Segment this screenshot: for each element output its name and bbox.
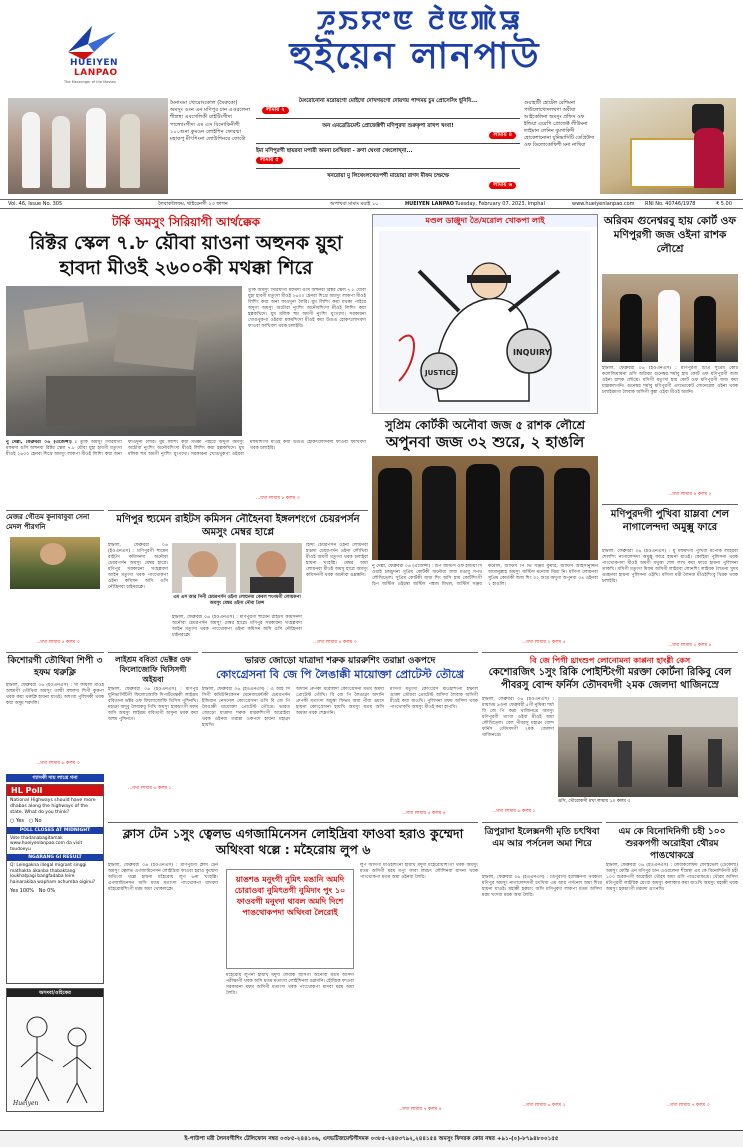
paper-name: HUEIYEN LANPAO <box>405 201 455 207</box>
teaser-strip <box>0 96 743 196</box>
tripura-body: ইম্ফাল, ফেব্রুবরী ০৬ (ইওএনএস) : ত্রিপুরাগী ইলেক্সনগী থবকতা মণিপুর অমসুং নাগালেন্দদগী চৎখিবা এম আর পর্সনেল অমা শিরে হায়না য়াওই। মহাক্কী হকচাং অসি মণিপুরদা লাকপা মতম অসিদা মরম খংদবা মরক অমা লৈরি। <box>482 875 602 898</box>
yatra-body-3: মসিগী মতুংদা কোংগ্রেস মীওইশিংনা ইম্ফাল ঙাক্তা তৌরবা প্রোটেস্ট অসিদা লৈবাক অসিগী মীওই কয়া য়াওখি। পুলিসনা মফম অসিদা থবক পাংথোকখি অমসুং মীওই কয়া হাপখি। <box>390 687 478 710</box>
title-bengali: হুইয়েন লানপাউ <box>289 35 541 77</box>
poll-result-q: Q: Leingakna illegal migrant singgi mathakta akanba thabaktang loukhatpagi bangfadaba leire hainarakiba wapham achumba oiginu? <box>10 863 96 886</box>
hunger-body: ইম্ফাল, ফেব্রুবরী ০৬ (ইওএনএস) : খা ফায়লা মীওই অহুমগী তৌথিবা অমসুং তাম্মী মহুলদা শিপী কুকপা থবক কয়া থরুক্লি হায়না য়াওই। অশংবা পুলিসকী থবক কয়া অদুম শরদলি। <box>6 683 104 706</box>
army-headline[interactable]: মেজর গৌতম কুনাবাবুবা সেনা মেদল পীরগনি <box>6 513 90 531</box>
side-cartoon-drawing <box>7 997 103 1109</box>
poll-result-yes: Yes 100% <box>10 887 34 894</box>
teaser-center <box>256 98 520 194</box>
cartoon-header: মণ্ডল ডাঞ্জুদা তৈ/মরোল খোকপা লাই <box>373 215 597 227</box>
exam-story[interactable] <box>108 822 478 1114</box>
website-link[interactable]: www.hueiyenlanpao.com <box>572 201 635 207</box>
hunger-story[interactable] <box>6 652 104 770</box>
supreme-court-story[interactable] <box>372 418 598 648</box>
pages-bn: অপাখবা মামাং ময়াই ১০ <box>330 201 379 207</box>
poll-yes-radio[interactable]: ○ <box>10 818 16 824</box>
exam-headline[interactable]: ক্লাস টেন ১সুং ত্বেলভ এগজামিনেসন লোইদ্রিবা ফাওবা হরাও কুম্মেদা অথিংবা থল্লে : মহৈরোয় লুপ ৬ <box>122 826 464 857</box>
teaser-2-page[interactable]: লামায় ৪ <box>489 132 516 139</box>
poll-result-no: No 0% <box>38 887 56 894</box>
footer-bar <box>0 1130 743 1147</box>
lead-kicker: টর্কি অমসুং সিরিয়াগী আর্থক্কেক <box>111 215 261 229</box>
teaser-1-page[interactable]: লামায় ২ <box>262 107 289 114</box>
info-bar <box>0 199 743 209</box>
judge-story[interactable] <box>602 214 738 500</box>
yatra-headline-1[interactable]: ভারত জোড়ো যাত্রাদা শরুক য়াররুশিং তরাম্না ওকপদে <box>244 656 436 666</box>
logo-bird-icon <box>64 22 120 62</box>
poll-closes: POLL CLOSES AT MIDNIGHT <box>7 827 103 834</box>
supreme-headline-2[interactable]: অপুনবা জজ ৩২ শুরে, ২ হাঙলি <box>385 433 585 451</box>
judge-photo <box>602 274 738 362</box>
hrc-headline[interactable]: মণিপুর হ্যুমেন রাইটস কমিসন নৌহৈনবা ইঙ্গলশংগে চেয়রপর্সন অমসুং মেম্বর হাপ্লে <box>116 514 360 538</box>
nagaland-continue[interactable]: ...মখা লামায় ২ কলম ৪ <box>668 643 712 648</box>
teaser-4-page[interactable]: লামায় ৬ <box>489 182 516 189</box>
tripura-continue[interactable]: ...মখা লামায় ৬ কলম ২ <box>522 1103 566 1108</box>
exam-continue[interactable]: ...মখা লামায় ৭ কলম ৪ <box>398 1107 442 1112</box>
thesis-story[interactable] <box>108 652 198 794</box>
army-continue[interactable]: ...মখা লামায় ৫ কলম ৩ <box>36 640 80 645</box>
lead-headline[interactable]: রিক্টর স্কেল ৭.৮ য়ৌবা য়াওনা অহুনক য়ুহা হাবদা মীওই ২৬০০কী মথক্কা শিরে <box>29 232 343 279</box>
brand-name: HUEIYEN <box>70 58 119 68</box>
yatra-continue[interactable]: ...মখা লামায় ৫ কলম ৪ <box>402 811 446 816</box>
tripura-headline[interactable]: ত্রিপুরাদা ইলেক্সনগী মৃতি চৎথিবা এম আর পর্সনেল অমা শিরে <box>484 827 600 849</box>
hl-poll-title: HL Poll <box>7 785 103 796</box>
judge-body: ইম্ফাল, ফেব্রুবরী ০৬ (ইওএনএস) : মণিপুরগী চিপ্রি সুপ্রিম কোর্ট কলেজিয়ামনা ঙসি অরিবম গুনেশ্বর শর্মাবু হায় কোর্ট ওফ মণিপুরগী জজ ওইনা রাশক লৌশ্রে। মসিগী মতুংদা হায় কোর্ট ওফ মণিপুরগী জজ কয়া য়াম্লকলগনি। গুনেশ্বর শর্মাবু মণিপুরগী এদভোকেট জেনেরেল ওইনা থবক চলাইরমগা লৈবাক অসিগী কুন্না ওইবা মীওই অমনি। <box>602 366 738 395</box>
army-photo <box>10 537 100 589</box>
svg-text:Hueiyen: Hueiyen <box>13 1100 39 1107</box>
exam-body-3: লুপ অসিগী মীওইশিংনা হায়খি মদুদা মহৈরোয়শিংগী থবক অমসুং মতম অসিগী মরম মপুং ফাবা লমচৎ লৌশিনবা য়াদনা থবক পাংথোকপা মতম অমা ওইনবা লৈরি। <box>360 863 478 880</box>
judge-headline[interactable]: অরিবম গুনেশ্বরবু হায় কোর্ট ওফ মণিপুরগী জজ ওইনা রাশক লৌশ্রে <box>603 215 737 255</box>
yatra-headline-2[interactable]: কোংগ্রেসনা বি জে পি লৈঙাক্কী মায়োক্তা প্রোটেস্ট তৌখ্রে <box>216 668 464 681</box>
teaser-1[interactable]: মৈংরোনোনা মরোয়গো মোইদো দোখগয়গো দোয়গয় পান্দময় চুম প্রোসেসিং হূনিবি... লামায় ২ <box>256 98 520 114</box>
side-cartoon-title: অসংবা/ওহিকের <box>7 989 103 997</box>
binodini-continue[interactable]: ...মখা লামায় ৭ কলম ৩ <box>666 1103 710 1108</box>
supreme-body: নু দেল্লী, ফেব্রুবরী ০৬ (এজেন্সী) : চিপ জস্টিস ওফ ইন্ডিয়া দি ওয়াই চন্দ্রচুদনা সুপ্রিম কোর্টকী অনৌবা জজ মঙাবু সপথ লৌখিত্লে। সুপ্রিম কোর্টকী জজ শিং অসি হায় কোর্টশিংগী চিপ জস্টিস ওইরম্বা জস্টিস পঙ্কজ মিথল, জস্টিস সঞ্জয় করোল, জস্টিস পি ভি সঞ্জয় কুমার, জস্টিস আহসানুদ্দিন আমানুল্লাহ অমসুং জস্টিস মনোজ মিশ্রা নি। মসিগা লোয়নবা সুপ্রিম কোর্তকী জজ শিং ৩২ শুরে অদুগা অপুনবা ৩৪ ওইনবা ২ হাঙলি। <box>372 564 598 587</box>
bail-caption: ঙসি, থৌরোকসী মখা লামায় ১০ কলম ৩ <box>558 799 631 804</box>
side-cartoon <box>6 988 104 1112</box>
yatra-body-1: ইম্ফাল, ফেব্রুবরী ০৬ (ইওএনএস) : এ আই সি সিগী কমিউনিকেসন মেনেজমেন্টকী চেয়রপর্সন ইন্ডিয়ান নেসনেল কোংগ্রেসনা ঙসি বি জে পি লৈঙাক্কী মায়োক্তা প্রোটেস্ট তৌখ্রে। ভারত জোড়ো যাত্রাদা শরুক য়াররুশিংগী অরোইবা থবক ওইনবা তরাম্না ওকপদে হায়না মহাক্না হায়খি। <box>202 687 290 728</box>
thesis-headline[interactable]: লাইশ্রম ববিতা ভেক্টর ওফ ফিলোজোফি থিসিসগী অইয়বা <box>115 655 191 684</box>
earthquake-photo <box>6 286 242 436</box>
teaser-3-page[interactable]: লামায় ৫ <box>256 157 283 164</box>
tripura-story[interactable] <box>482 822 602 1114</box>
teaser-2[interactable]: অন এমব্রেডিমেন্ট প্রোজেক্টগী মণিপুরদা শুরুকৃপা রাখপ খংবা! লামায় ৪ <box>256 123 520 139</box>
lead-continue[interactable]: ...মখা লামায় ৮ কলম ৩ <box>256 496 300 501</box>
binodini-body: ইম্ফাল, ফেব্রুবরী ০৬ (ইওএনএস) : লৈবাকলৈফম ফেস্তিভেল (টেকেলা) অমসুং ফেস্তি এন মণিপুর চান এওরলেনা শীস্ত্রস্থা এম কে বিনোদিনিগী চহী ১০০ শুরকপগী অরোইবা থৌরম অমা ঙসি পাঙথোকখ্রে। থৌরম অসিদা মণিপুরগী লাইরিক য়েংবা অমসুং কলাকার কয়া য়াওখি অমসুং মহাক্কী থবক অমসুং হকচাংগী মরমদা ঙাংনখি। <box>606 863 738 892</box>
congress-story[interactable] <box>202 652 478 818</box>
exam-body-1: ইম্ফাল, ফেব্রুবরী ০৬ (ইওএনএস) : মণিপুরগী ক্লাস টেন অমসুং ত্বেলভ এগজামিনেসন লোইদ্রিবা ফাওবা হরাও কুম্মেদা অথিংবা থল্লে হায়না মহৈরোয় লুপ ৬না খংহল্লি। এগজামিনেসন অসি মতম মতাংদা পাংথোকপা য়াদবদা মহৈরোয়শিংগী মরম অমা থোকলক্লে। <box>108 863 218 892</box>
judge-continue[interactable]: ...মখা লামায় ৪ কলম ২ <box>668 492 712 497</box>
poll-question: National Highways should have more dhabas along the highways of the state. What do you think? <box>10 798 96 815</box>
nagaland-story[interactable] <box>602 504 738 652</box>
yatra-body-2: অদানি গ্রুপকী মরোলদা কোংগ্রেসনা মতম অমদা প্রোটেস্ট তৌখি। বি জে পি লৈঙাক্না অদানি গ্রুপকী মতাংদা অচুম্বা ফিভম অমা পীবা ঙমদে হায়না কোংগ্রেসনা হায়খি অমসুং মতম অসি অমত্তা থবক শেম্লগনি। <box>296 687 384 716</box>
bail-story[interactable] <box>482 652 738 818</box>
bail-body: ইম্ফাল, ফেব্রুবরী ০৬ (ইওএনএস) : মায়াথম ৯ওনা ফেব্রুবরী ৫গী নুমিত্তা শর্মা বি জে পি কপ্পা থাজিনখ্রে অমসুং মণিপুরগী থাংবা ওইবা মীওই অমা লৌখিত্লে। বেল পীবরসু মহাক্না বোন্দ ফর্নিস তৌদবদগী ২মক জেলদা থাজিনখ্রে। <box>482 697 554 738</box>
hrc-photo-1 <box>172 543 236 593</box>
teaser-photo-graduate <box>600 98 736 194</box>
nagaland-headline[interactable]: মণিপুরদগী পুখিবা য়াম্লবা শেল নাগালেন্দদা অমুক্সু ফারে <box>610 509 730 533</box>
teaser-right-text: গুয়াহাটী হোটেল রেশিমনা পাউলোখোদলথগা অবীষা আইকেলিনা অমসুং প্রফিস ওফ ইন্ডিয়া এরেপি প্রোজেক্ট লীউমনা লাইমান লেনিন বুমগাকিদী হোকেশানোনা যুনিভার্সিটি ডেপ্রিউদা ওফ ডিলোকোফিশী মনা নাখিবা <box>524 100 595 148</box>
thesis-body: ইম্ফাল, ফেব্রুবরী ০৬ (ইওএনএস) : মণিপুর য়ুনিভার্সিটিগী ফিলোজোফি দিপার্টমেন্তকী লাইশ্রম ববিতানা ডক্টর ওফ ফিলোজোফি থিসিস পুশিনখি। মহাক্না অদুবু লৈবাকবু পিখি অমসুং হাকচাংগী মফম অসি অমসুং লাইশ্রম ববিতাগী অসুনা থবক কয়া অহুম পুশিনগে। <box>108 687 198 722</box>
army-story[interactable] <box>6 510 104 648</box>
hrc-col1b: ইম্ফাল, ফেব্রুবরী ০৬ (ইওএনএস) : মণিপুরগী হ্যুমেন রাইটস কমিসনদা অনৌবা চেয়রপর্সন অমসুং মেম্বর হাপ্লে। মণিপুর সরকারনা খংহল্লবদা আইন মতুংদা থবক পাংথোকপা ওইনা কমিসন অসি ঙসি নৌহৈনবা চাইনরক্লে। <box>172 615 302 638</box>
teaser-4[interactable]: খনরোয়া মু লিথেংলখেতপগী মায়োয়া রাগদ মীফম চম্ফম্ফে লামায় ৬ <box>256 173 520 189</box>
footer-text: ই-পাউপা মরী লৈনবগীশিং টেলিফোন নম্বর ০৩৮৫-২৪৪১০৬, এদভটিজমেন্টগীদমক ০৩৮৫-২৪৪৩৭৯২,২৪৪১৫৪ অমসুং ফিদরক কোর নম্বর +৯১-(০)-৮৭৯৪৮০০১৫৫ <box>184 1136 559 1142</box>
exam-body-2: মহৈরোয় লুপনা হায়খি মদুদা লৈবাক অসিগী অনৌবা মতম অসিদা পরীক্ষাগী থবক অসি মতম মতাংদা লোইশিনবা ঙম্লগনি। হৌজিক ফাওবা সরকারনা মফম অসিগী মতাংদা থবক পাংথোকপা য়াদবা মরম অমা লৈরি। <box>226 973 354 996</box>
bail-continue[interactable]: ...মখা লামায় ৬ কলম ১ <box>492 809 536 814</box>
vol-issue: Vol. 46, Issue No. 305 <box>8 201 63 207</box>
cartoon-label-inquiry: INQUIRY <box>513 348 551 357</box>
judges-photo <box>372 456 598 560</box>
exam-quote: য়াঙশঙ মনুংগী নুমিৎ মঙানি অমদি চোরাওবা নুমিৎতগী নুমিদাং পুং ১০ ফাওবগী মনুংদা থাবল অমদি দিশে পাঙথোকপদা অথিংবা লৈরোই <box>226 869 354 969</box>
hrc-col2: হিন্দী চেয়রপর্সন ওইনা লোয়নবা হাপ্পদা চেয়রপর্সন ওইনা লৌখিবা মীওই অমগী মতুংদা থবক চলাইবা হায়না খংহল্লি। মেম্বর অমা লোয়নবা মীওই অমসু হাপ্লে অমসুং কমিসনগী থবক অনৌবা ঙম্লক্কনি। <box>306 543 368 578</box>
hrc-photo-2 <box>240 543 302 593</box>
gas-label: গ্যাসকী দায় লাখ্রে গনা <box>6 774 104 782</box>
hrc-col1: ইম্ফাল, ফেব্রুবরী ০৬ (ইওএনএস) : মণিপুরগী হ্যুমেন রাইটস কমিসনদা অনৌবা চেয়রপর্সন অমসুং মেম্বর হাপ্লে। মণিপুর সরকারনা খংহল্লবদা আইন মতুংদা থবক পাংথোকপা ওইনা কমিসন অসি ঙসি নৌহৈনবা চাইনরক্লে। <box>108 543 168 590</box>
poll-vote[interactable]: Vote thadanabagitamak www.hueiyenlanpao.com da visit toudoeyu <box>10 835 83 852</box>
cartoon-label-justice: JUSTICE <box>425 369 456 377</box>
lead-body-bottom: নু দেল্লী, ফেব্রুবরী ০৬ (এজেন্সী) : তুর্কি অমসুং সিরিয়াগী মফমদা ঙসি অহুনবা রিক্টর স্কেল ৭.৮ য়ৌবা য়ুহা হাবগী মতুংদা মীওই ২৬০০ হেনবা শিখ্রে অমসুং লাকপা মীওই লিশিং কয়া অনা ফাওদুনা লৈরি। য়ুম লিশিং কয়া মথক্কা পাইরে অদুগা অমসুং অচৌবা নুংশিং অনৌবশিংদা মীওই লিশিং কয়া হল্লকখিদে। য়ুম মলিক হুম অমগী নুংশিং য়ুংগদো। সরকারনা খোঙথুকপা ওইরবা মফমশিংদা মীওই কয়া উগুঙ হোকৎলোদবদা ফাওবা ফাখিবদা থবক চলাইরি। <box>6 440 366 457</box>
hl-poll: HL Poll National Highways should have more dhabas along the highways of the state. What do you think? ○ Yes ○ No POLL CLOSES AT MIDNIGHT Vote thadanabagitamak www.hueiyenlanpao.com da visit toudoeyu NGARANG GI RESULT Q: Leingakna illegal migrant singgi mathakta akanba thabaktang loukhatpagi bangfadaba leire hainarakiba wapham achumba oiginu? Yes 100% No 0% <box>6 784 104 984</box>
date-bn: লৈবাকলৈফম, থাইরেনগী ২৩ ফাগন <box>158 201 228 207</box>
teaser-3[interactable]: ইমা মণিপুরগী ছায়রবা মপারী অমনা চংখিরবা - ক্রণা ঘেংবা খেংলোখ্না... লামায় ৫ <box>256 148 413 163</box>
army-body <box>6 593 104 639</box>
brand-tagline: The Messenger of the Masses <box>64 80 116 84</box>
brand-name-2: LANPAO <box>74 68 118 78</box>
nagaland-body: ইম্ফাল, ফেব্রুবরী ০৬ (ইওএনএস) : য়ু মফমদগী পুখিবা মপোক লাইরবা শেলশিং নাগালেন্দদা অমুক্সু ফারে হায়না য়াওই। কোহিমা পুলিসনা থবক পাংথোকপদা মীওই অমগী মখুত্তা শেল লাখ কয়া ফারে হায়না পুলিসনা তাকখি। মসিগী মতুংদা মিফম অসিগী লাইরবা লোনশিং লাইবক লৈতনা খুদম ঙমহনবা হায়না পুলিসনা ওইখি। মসিগা মরী লৈনবা মীওইশিংবু থিরক থবক চলাইরি। <box>602 549 738 584</box>
hunger-continue[interactable]: ...মখা লামায় ৬ কলম ৩ <box>36 761 80 766</box>
thesis-continue[interactable]: ...মখা লামায় ৬ কলম ১ <box>128 786 172 791</box>
date-en: Tuesday, February 07, 2023, Imphal <box>455 201 545 207</box>
rni-no: RNI No. 40746/1978 <box>645 201 696 207</box>
bail-photo <box>558 697 738 797</box>
hunger-headline[interactable]: কিশোরগী তৌথিবা শিপী ৩ হফম থরুক্লি <box>7 656 103 678</box>
binodini-story[interactable] <box>606 822 738 1114</box>
teaser-photo-release <box>8 98 168 194</box>
poll-no-radio[interactable]: ○ <box>28 818 35 824</box>
bail-headline[interactable]: কেশোরজিৎ ১সুং রিকি পোইন্টিংগী মরক্তা কোর্টনা রিকিবু বেল পীবরসু বোন্দ ফর্নিস তৌদবদগী ২মক জেলদা থাজিনস্রে <box>488 667 732 691</box>
masthead <box>0 0 743 96</box>
supreme-headline-1[interactable]: সুপ্রিম কোর্টকী অনৌবা জজ ৫ রাশক লৌশ্রে <box>384 418 586 432</box>
binodini-headline[interactable]: এম কে বিনোদিনিগী চহী ১০০ শুরকপগী অরোইবা থৌরম পাঙথোকখ্রে <box>618 827 726 861</box>
teaser-left-text: মৈনাংডা খোরোংকোল (মৈরুকো) অমসুং ওংন এন মণিপুর চান এওরলেনা শীস্ত্রস্থা এবগেলিকী রাইটিংগীদা পাঙ্গ্যোংগীদা এম এস বিনোকিনীগী ১০০শুনা কুমওন লোইশিন ফোরম্মা মহাকপু মীৎশিংনা লোউশিনরে ফোটো <box>170 100 250 143</box>
hrc-story[interactable] <box>108 510 368 648</box>
supreme-continue[interactable]: ...মখা লামায় ২ কলম ৫ <box>522 640 566 645</box>
hrc-continue[interactable]: ...মখা লামায় ৪ কলম ৩ <box>313 640 357 645</box>
cartoon-box <box>372 214 598 414</box>
lead-body-right: তুর্কি অমসুং সিরিয়াগী মফমদা ঙসি অহুনবা রিক্টর স্কেল ৭.৮ য়ৌবা য়ুহা হাবগী মতুংদা মীওই ২৬০০ হেনবা শিখ্রে অমসুং লাকপা মীওই লিশিং কয়া অনা ফাওদুনা লৈরি। য়ুম লিশিং কয়া মথক্কা পাইরে অদুগা অমসুং অচৌবা নুংশিং অনৌবশিংদা মীওই লিশিং কয়া হল্লকখিদে। য়ুম মলিক হুম অমগী নুংশিং য়ুংগদো। সরকারনা খোঙথুকপা ওইরবা মফমশিংদা মীওই কয়া উগুঙ হোকৎলোদবদা ফাওবা ফাখিবদা থবক চলাইরি। <box>248 288 366 329</box>
cartoon-illustration <box>379 231 591 411</box>
poll-result-title: NGARANG GI RESULT <box>7 854 103 861</box>
hrc-caption: এম এস আর পিনী চেয়রপর্সন ওইনা লোয়নবা কেবল শংগমগী লোয়কপা অমসুং মেম্বর ওইনা নৌবা প্রিন্স <box>173 595 301 606</box>
title-meitei: ꯍꯨꯏꯌꯦꯟ ꯂꯥꯟꯄꯥꯎ <box>316 6 524 36</box>
price: ₹ 5.00 <box>716 201 732 207</box>
bail-kicker: বি জে পিগী থ্রাংশুপ লোনোমনা কাপ্পনা হাংগ্গী কেস <box>529 656 691 665</box>
lead-story[interactable] <box>6 214 366 506</box>
